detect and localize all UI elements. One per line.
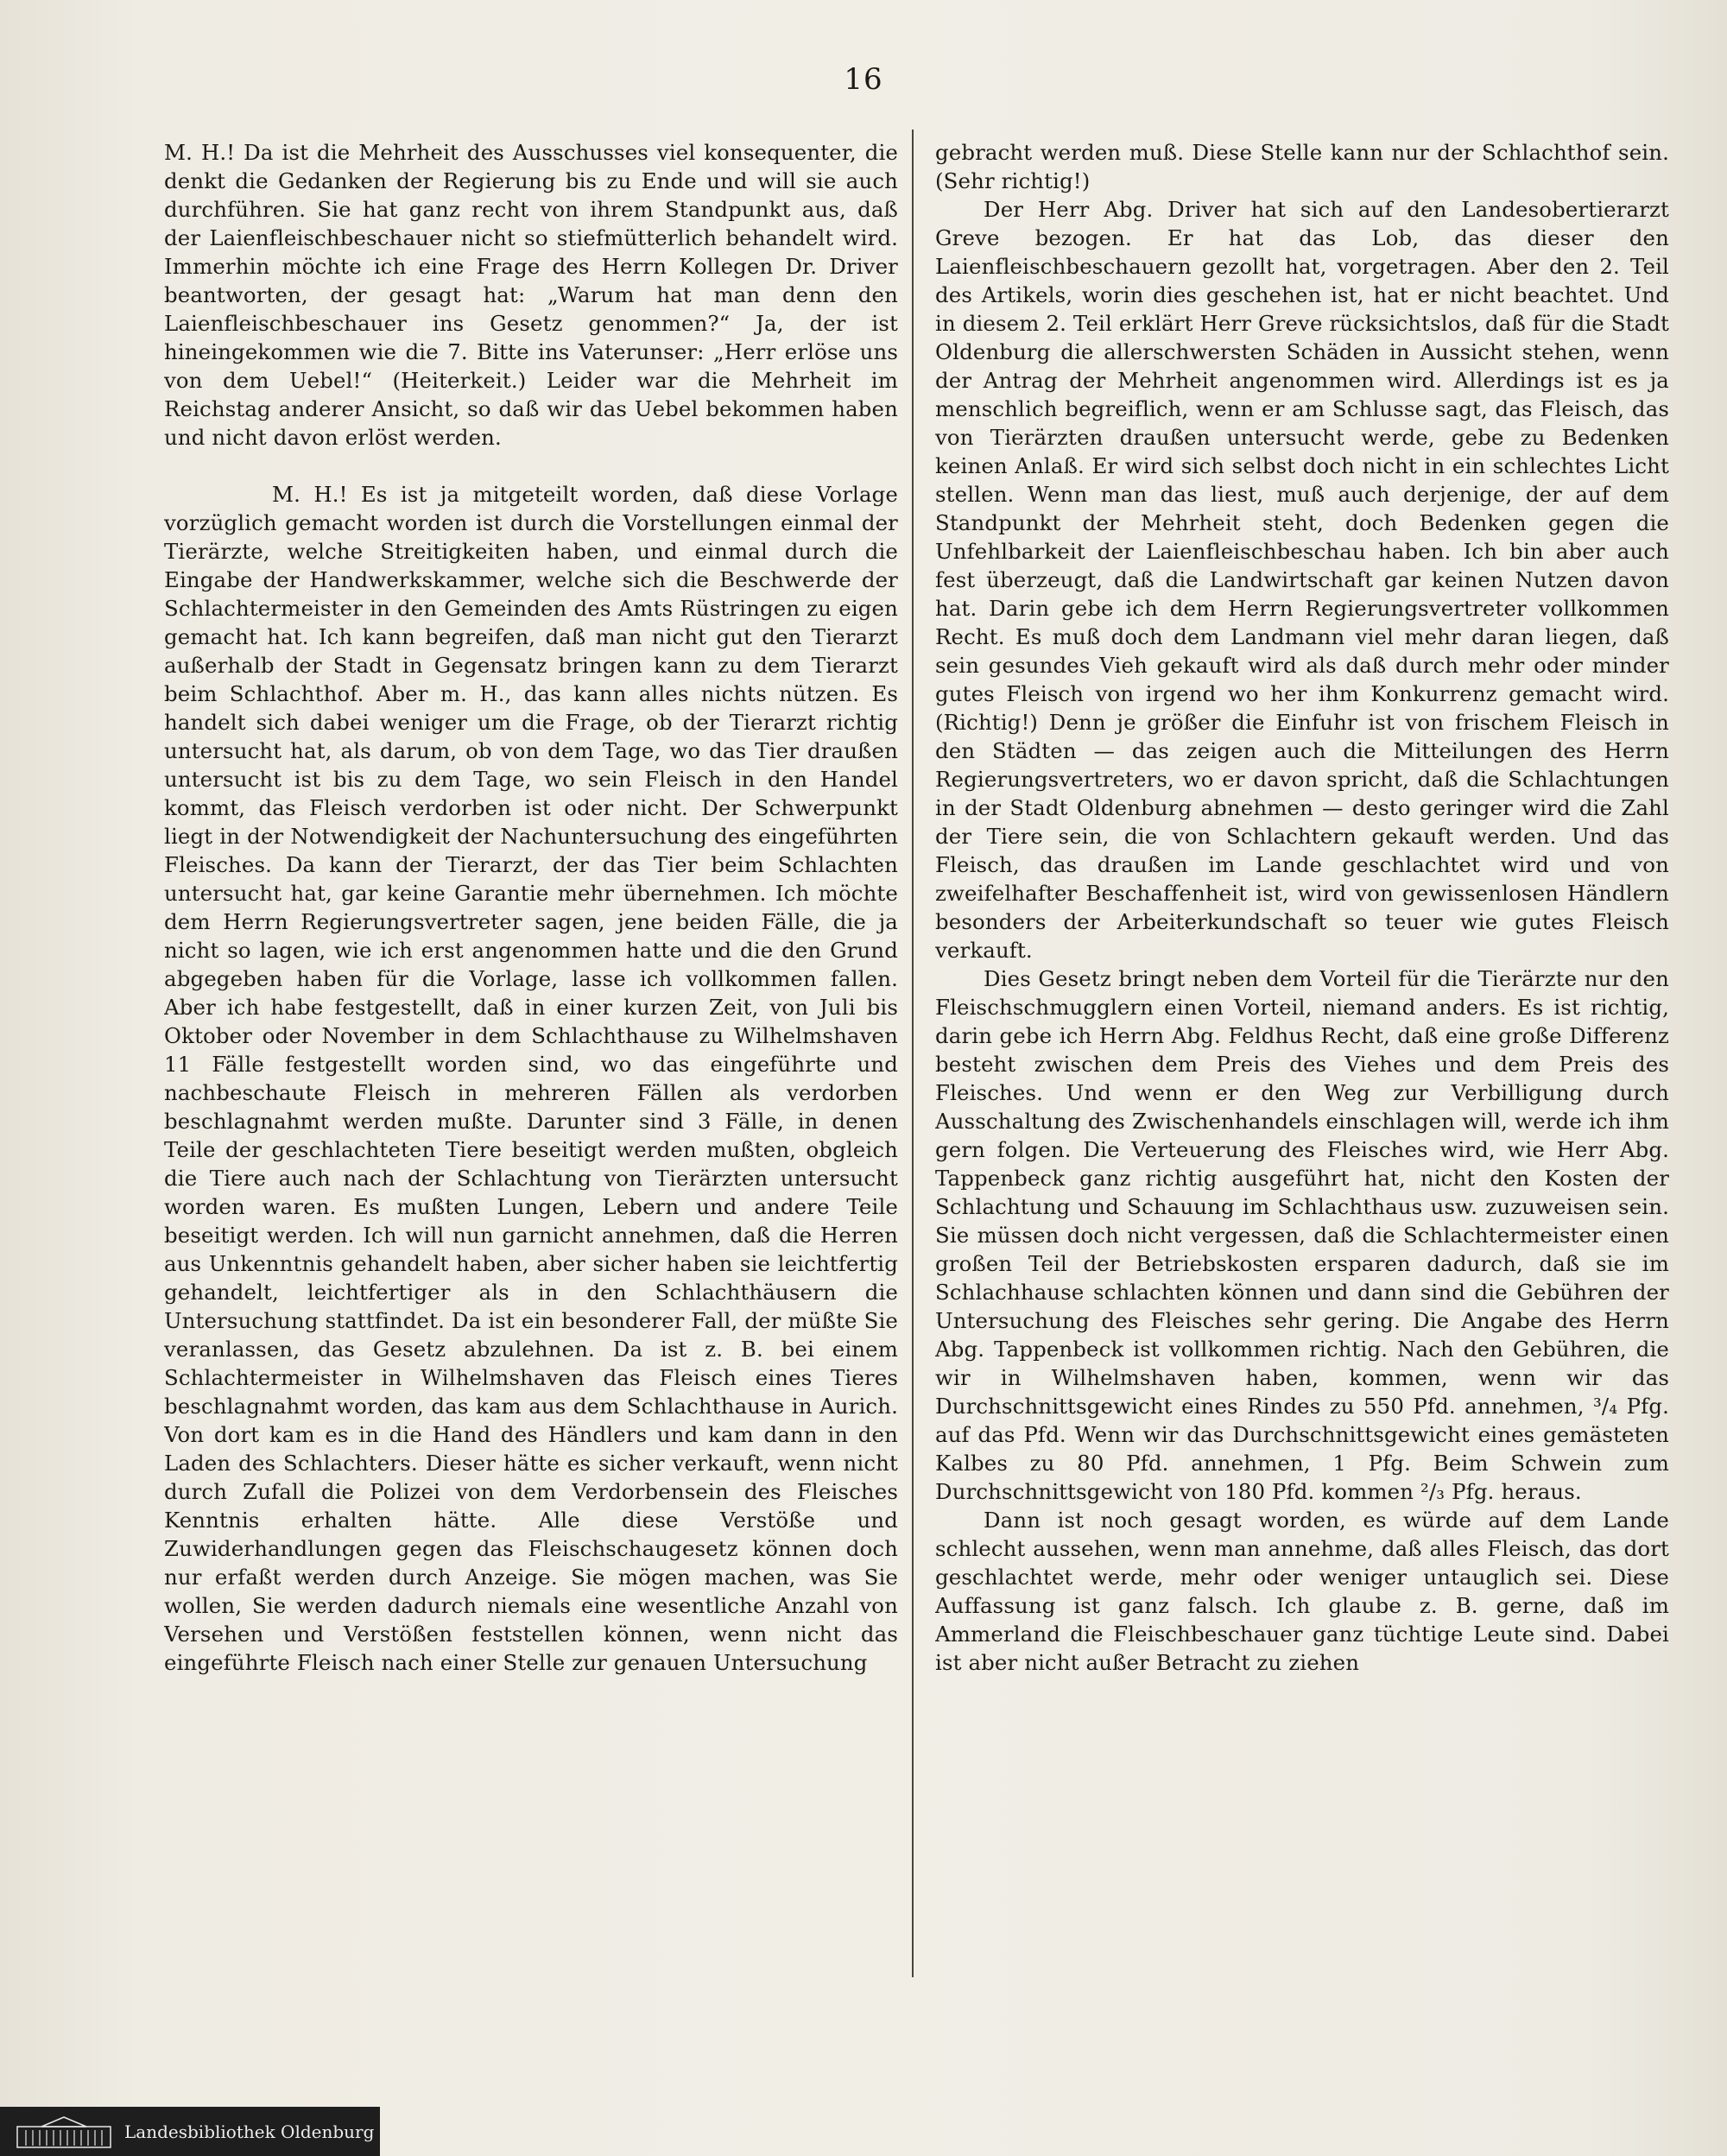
paragraph: gebracht werden muß. Diese Stelle kann nur der Schlachthof sein. (Sehr richtig!) [935, 140, 1669, 193]
paragraph: Dies Gesetz bringt neben dem Vorteil für die Tierärzte nur den Fleischschmugglern einen Vorteil, niemand anders. Es ist richtig, darin gebe ich Herrn Abg. Feldhus Recht, daß eine große Differenz besteht zwischen dem Preis des Viehes und dem Preis des Fleisches. Und wenn er den Weg zur Verbilligung durch Ausschaltung des Zwischenhandels einschlagen will, werde ich ihm gern folgen. Die Verteuerung des Fleisches wird, wie Herr Abg. Tappenbeck ganz richtig ausgeführt hat, nicht den Kosten der Schlachtung und Schauung im Schlachthaus usw. zuzuweisen sein. Sie müssen doch nicht vergessen, daß die Schlachtermeister einen großen Teil der Betriebskosten ersparen dadurch, daß sie im Schlachhause schlachten können und dann sind die Gebühren der Untersuchung des Fleisches sehr gering. Die Angabe des Herrn Abg. Tappenbeck ist vollkommen richtig. Nach den Gebühren, die wir in Wilhelmshaven haben, kommen, wenn wir das Durchschnittsgewicht eines Rindes zu 550 Pfd. annehmen, ³/₄ Pfg. auf das Pfd. Wenn wir das Durchschnittsgewicht eines gemästeten Kalbes zu 80 Pfd. annehmen, 1 Pfg. Beim Schwein zum Durchschnittsgewicht von 180 Pfd. kommen ²/₃ Pfg. heraus. [935, 966, 1669, 1504]
paragraph: M. H.! Da ist die Mehrheit des Ausschusses viel konsequenter, die denkt die Gedanken der Regierung bis zu Ende und will sie auch durchführen. Sie hat ganz recht von ihrem Standpunkt aus, daß der Laienfleischbeschauer nicht so stiefmütterlich behandelt wird. Immerhin möchte ich eine Frage des Herrn Kollegen Dr. Driver beantworten, der gesagt hat: „Warum hat man denn den Laienfleischbeschauer ins Gesetz genommen?“ Ja, der ist hineingekommen wie die 7. Bitte ins Vaterunser: „Herr erlöse uns von dem Uebel!“ (Heiterkeit.) Leider war die Mehrheit im Reichstag anderer Ansicht, so daß wir das Uebel bekommen haben und nicht davon erlöst werden. [164, 140, 898, 450]
left-column [164, 138, 898, 1900]
right-column [935, 138, 1669, 1900]
paragraph: Der Herr Abg. Driver hat sich auf den Landesobertierarzt Greve bezogen. Er hat das Lob, das dieser den Laienfleischbeschauern gezollt hat, vorgetragen. Aber den 2. Teil des Artikels, worin dies geschehen ist, hat er nicht beachtet. Und in diesem 2. Teil erklärt Herr Greve rücksichtslos, daß für die Stadt Oldenburg die allerschwersten Schäden in Aussicht stehen, wenn der Antrag der Mehrheit angenommen wird. Allerdings ist es ja menschlich begreiflich, wenn er am Schlusse sagt, das Fleisch, das von Tierärzten draußen untersucht werde, gebe zu Bedenken keinen Anlaß. Er wird sich selbst doch nicht in ein schlechtes Licht stellen. Wenn man das liest, muß auch derjenige, der auf dem Standpunkt der Mehrheit steht, doch Bedenken gegen die Unfehlbarkeit der Laienfleischbeschau haben. Ich bin aber auch fest überzeugt, daß die Landwirtschaft gar keinen Nutzen davon hat. Darin gebe ich dem Herrn Regierungsvertreter vollkommen Recht. Es muß doch dem Landmann viel mehr daran liegen, daß sein gesundes Vieh gekauft wird als daß durch mehr oder minder gutes Fleisch von irgend wo her ihm Konkurrenz gemacht wird. (Richtig!) Denn je größer die Einfuhr ist von frischem Fleisch in den Städten — das zeigen auch die Mitteilungen des Herrn Regierungsvertreters, wo er davon spricht, daß die Schlachtungen in der Stadt Oldenburg abnehmen — desto geringer wird die Zahl der Tiere sein, die von Schlachtern gekauft werden. Und das Fleisch, das draußen im Lande geschlachtet wird und von zweifelhafter Beschaffenheit ist, wird von gewissenlosen Händlern besonders der Arbeiterkundschaft so teuer wie gutes Fleisch verkauft. [935, 197, 1669, 963]
paragraph: Dann ist noch gesagt worden, es würde auf dem Lande schlecht aussehen, wenn man annehme, daß alles Fleisch, das dort geschlachtet werde, mehr oder weniger untauglich sei. Diese Auffassung ist ganz falsch. Ich glaube z. B. gerne, daß im Ammerland die Fleischbeschauer ganz tüchtige Leute sind. Dabei ist aber nicht außer Betracht zu ziehen [935, 1508, 1669, 1675]
page-number: 16 [844, 62, 883, 97]
library-name: Landesbibliothek Oldenburg [124, 2121, 375, 2142]
column-divider [912, 130, 914, 1977]
library-banner [0, 2107, 380, 2156]
library-building-icon [16, 2115, 112, 2149]
paragraph: M. H.! Es ist ja mitgeteilt worden, daß diese Vorlage vorzüglich gemacht worden ist durch die Vorstellungen einmal der Tierärzte, welche Streitigkeiten haben, und einmal durch die Eingabe der Handwerkskammer, welche sich die Beschwerde der Schlachtermeister in den Gemeinden des Amts Rüstringen zu eigen gemacht hat. Ich kann begreifen, daß man nicht gut den Tierarzt außerhalb der Stadt in Gegensatz bringen kann zu dem Tierarzt beim Schlachthof. Aber m. H., das kann alles nichts nützen. Es handelt sich dabei weniger um die Frage, ob der Tierarzt richtig untersucht hat, als darum, ob von dem Tage, wo das Tier draußen untersucht ist bis zu dem Tage, wo sein Fleisch in den Handel kommt, das Fleisch verdorben ist oder nicht. Der Schwerpunkt liegt in der Notwendigkeit der Nachuntersuchung des eingeführten Fleisches. Da kann der Tierarzt, der das Tier beim Schlachten untersucht hat, gar keine Garantie mehr übernehmen. Ich möchte dem Herrn Regierungsvertreter sagen, jene beiden Fälle, die ja nicht so lagen, wie ich erst angenommen hatte und die den Grund abgegeben haben für die Vorlage, lasse ich vollkommen fallen. Aber ich habe festgestellt, daß in einer kurzen Zeit, von Juli bis Oktober oder November in dem Schlachthause zu Wilhelmshaven 11 Fälle festgestellt worden sind, wo das eingeführte und nachbeschaute Fleisch in mehreren Fällen als verdorben beschlagnahmt werden mußte. Darunter sind 3 Fälle, in denen Teile der geschlachteten Tiere beseitigt werden mußten, obgleich die Tiere auch nach der Schlachtung von Tierärzten untersucht worden waren. Es mußten Lungen, Lebern und andere Teile beseitigt werden. Ich will nun garnicht annehmen, daß die Herren aus Unkenntnis gehandelt haben, aber sicher haben sie leichtfertig gehandelt, leichtfertiger als in den Schlachthäusern die Untersuchung stattfindet. Da ist ein besonderer Fall, der müßte Sie veranlassen, das Gesetz abzulehnen. Da ist z. B. bei einem Schlachtermeister in Wilhelmshaven das Fleisch eines Tieres beschlagnahmt worden, das kam aus dem Schlachthause in Aurich. Von dort kam es in die Hand des Händlers und kam dann in den Laden des Schlachters. Dieser hätte es sicher verkauft, wenn nicht durch Zufall die Polizei von dem Verdorbensein des Fleisches Kenntnis erhalten hätte. Alle diese Verstöße und Zuwiderhandlungen gegen das Fleischschaugesetz können doch nur erfaßt werden durch Anzeige. Sie mögen machen, was Sie wollen, Sie werden dadurch niemals eine wesentliche Anzahl von Versehen und Verstößen feststellen können, wenn nicht das eingeführte Fleisch nach einer Stelle zur genauen Untersuchung [164, 482, 898, 1675]
